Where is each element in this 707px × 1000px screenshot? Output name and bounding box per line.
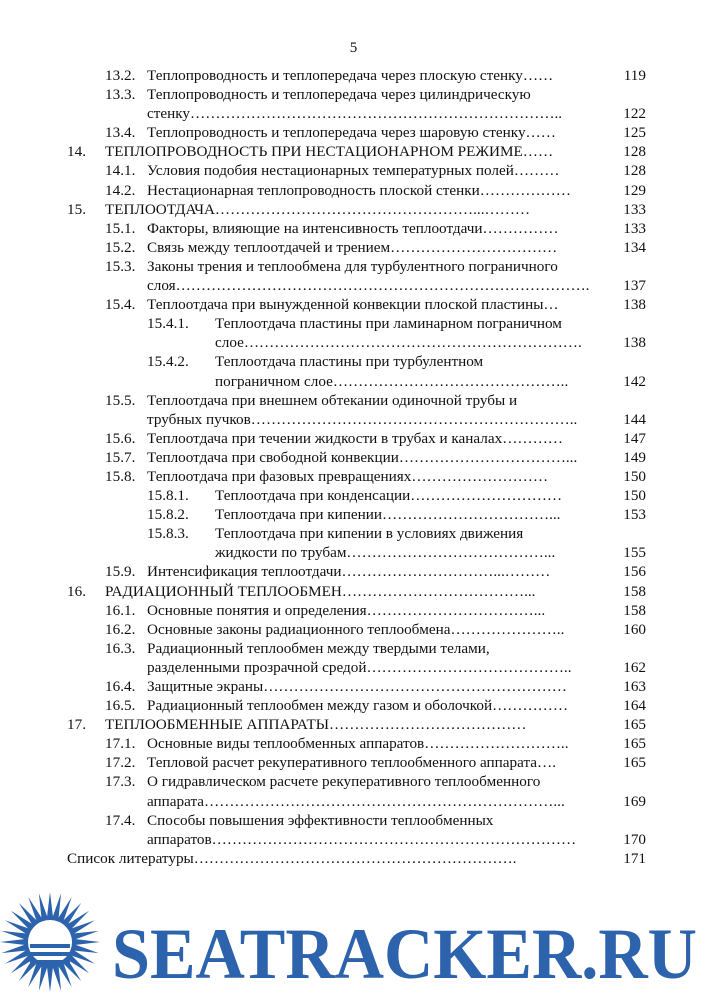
toc-entry-number: 14.2. <box>105 181 136 199</box>
toc-entry-number: 15.4.2. <box>147 353 189 371</box>
toc-entry <box>0 238 707 257</box>
toc-entry-page: 125 <box>623 124 646 142</box>
toc-entry-title-line: Теплопроводность и теплопередача через цилиндрическую <box>147 86 531 104</box>
toc-entry-title-line: Основные виды теплообменных аппаратов……………………….. <box>147 735 569 753</box>
toc-entry <box>0 181 707 200</box>
toc-entry-page: 144 <box>623 410 646 428</box>
toc-entry <box>0 524 707 562</box>
toc-entry-page: 133 <box>623 219 646 237</box>
toc-entry-title-line: Нестационарная теплопроводность плоской стенки……………… <box>147 181 571 199</box>
toc-entry-title-line: Теплоотдача при вынужденной конвекции плоской пластины… <box>147 296 559 314</box>
toc-entry-title <box>105 715 615 734</box>
toc-entry <box>0 677 707 696</box>
toc-entry-title-line: Теплоотдача пластины при турбулентном <box>215 353 484 371</box>
toc-entry <box>0 295 707 314</box>
toc-entry-title-line: Основные понятия и определения……………………………... <box>147 601 546 619</box>
toc-entry-page: 163 <box>623 678 646 695</box>
toc-entry-title <box>215 352 614 390</box>
toc-entry <box>0 161 707 180</box>
toc-entry-title <box>67 849 615 868</box>
sun-wave <box>30 944 70 948</box>
toc-entry-page: 164 <box>623 697 646 715</box>
toc-entry-title <box>147 562 614 581</box>
toc-entry-title-line: Теплоотдача при конденсации………………………… <box>215 487 563 505</box>
toc-entry-page: 170 <box>623 830 646 848</box>
toc-entry-page: 138 <box>623 296 646 314</box>
toc-entry-number: 15.9. <box>105 563 136 581</box>
toc-entry-title-line: пограничном слое……………………………………….. <box>215 372 569 390</box>
toc-entry-title <box>215 314 614 352</box>
toc-entry-number: 15.8. <box>105 467 136 485</box>
toc-entry-number: 16.3. <box>105 639 136 657</box>
toc-entry-number: 15.8.1. <box>147 487 189 505</box>
toc-entry-page: 128 <box>623 143 646 161</box>
toc-entry <box>0 753 707 772</box>
toc-entry-number: 14. <box>67 143 86 161</box>
toc-entry-number: 16.5. <box>105 697 136 715</box>
toc-entry <box>0 448 707 467</box>
toc-entry-title-line: жидкости по трубам…………………………………... <box>215 544 556 562</box>
toc-entry-page: 134 <box>623 238 646 256</box>
toc-entry-title <box>147 467 614 486</box>
toc-entry-title-line: аппаратов……………………………………………………………… <box>147 830 577 848</box>
toc-entry-number: 15. <box>67 200 86 218</box>
toc-entry <box>0 696 707 715</box>
toc-entry-page: 156 <box>623 563 646 581</box>
toc-entry-number: 13.3. <box>105 86 136 104</box>
toc-entry-title <box>105 200 615 219</box>
toc-entry-title-line: Факторы, влияющие на интенсивность теплоотдачи…………… <box>147 219 559 237</box>
toc-entry <box>0 352 707 390</box>
toc-entry-title-line: Теплопроводность и теплопередача через плоскую стенку…… <box>147 67 554 84</box>
toc-entry-number: 15.2. <box>105 238 136 256</box>
toc-entry-title <box>147 677 614 696</box>
toc-entry-page: 158 <box>623 601 646 619</box>
toc-entry-page: 137 <box>623 277 646 295</box>
toc-entry-title-line: Интенсификация теплоотдачи…………………………...……… <box>147 563 551 581</box>
sun-center <box>28 920 72 964</box>
toc-entry-page: 150 <box>623 467 646 485</box>
toc-entry-page: 138 <box>623 334 646 352</box>
toc-entry-title <box>147 753 614 772</box>
toc-entry-title-line: Условия подобия нестационарных температурных полей……… <box>147 162 560 180</box>
toc-entry-title <box>215 505 614 524</box>
toc-entry-title-line: Законы трения и теплообмена для турбулентного пограничного <box>147 257 558 275</box>
toc-entry-page: 129 <box>623 181 646 199</box>
toc-entry-page: 162 <box>623 658 646 676</box>
toc-entry-title <box>147 772 614 810</box>
toc-entry <box>0 467 707 486</box>
toc-entry-number: 15.8.2. <box>147 506 189 524</box>
toc-entry-title-line: Теплоотдача при кипении……………………………... <box>215 506 561 524</box>
toc-entry-title-line: Тепловой расчет рекуперативного теплообменного аппарата…. <box>147 754 557 772</box>
toc-entry-page: 158 <box>623 582 646 600</box>
toc-entry-title <box>147 85 614 123</box>
table-of-contents <box>0 66 707 868</box>
toc-entry-title <box>147 639 614 677</box>
toc-entry-title-line: РАДИАЦИОННЫЙ ТЕПЛООБМЕН………………………………... <box>105 582 536 600</box>
toc-entry-title-line: Радиационный теплообмен между твердыми телами, <box>147 639 490 657</box>
toc-entry-title <box>147 696 614 715</box>
toc-entry-title <box>105 582 615 601</box>
toc-entry-title <box>147 161 614 180</box>
toc-entry-number: 15.3. <box>105 257 136 275</box>
toc-entry-number: 13.4. <box>105 124 136 142</box>
toc-entry <box>0 123 707 142</box>
toc-entry-title <box>105 142 615 161</box>
toc-entry <box>0 772 707 810</box>
toc-entry-number: 15.8.3. <box>147 525 189 543</box>
sun-wave <box>30 960 70 964</box>
toc-entry-title-line: Основные законы радиационного теплообмена………………….. <box>147 620 565 638</box>
toc-entry-page: 155 <box>623 544 646 562</box>
watermark-text: SEATRACKER.RU <box>112 914 697 994</box>
toc-entry-title <box>147 123 614 142</box>
toc-entry-number: 16.4. <box>105 678 136 695</box>
toc-entry <box>0 85 707 123</box>
sun-icon <box>0 892 100 992</box>
toc-entry-title <box>147 620 614 639</box>
toc-entry-page: 149 <box>623 448 646 466</box>
toc-entry-number: 16.1. <box>105 601 136 619</box>
toc-entry-number: 15.6. <box>105 429 136 447</box>
toc-entry <box>0 849 707 868</box>
toc-entry-title-line: слое…………………………………………………………. <box>215 334 582 352</box>
toc-entry-page: 165 <box>623 735 646 753</box>
toc-entry-number: 16.2. <box>105 620 136 638</box>
toc-entry-number: 17.3. <box>105 773 136 791</box>
toc-entry-title-line: трубных пучков……………………………………………………….. <box>147 410 578 428</box>
toc-entry-number: 14.1. <box>105 162 136 180</box>
toc-entry-page: 122 <box>623 105 646 123</box>
toc-entry-title <box>215 486 614 505</box>
toc-entry-title-line: Теплопроводность и теплопередача через шаровую стенку…… <box>147 124 556 142</box>
toc-entry <box>0 582 707 601</box>
toc-entry-title-line: Связь между теплоотдачей и трением…………………………… <box>147 238 558 256</box>
toc-entry-number: 16. <box>67 582 86 600</box>
toc-entry-title-line: Защитные экраны…………………………………………………… <box>147 678 567 695</box>
toc-entry-page: 171 <box>623 849 646 867</box>
toc-entry-page: 133 <box>623 200 646 218</box>
toc-entry-title <box>215 524 614 562</box>
toc-entry-number: 15.4. <box>105 296 136 314</box>
toc-entry-title <box>147 66 614 85</box>
toc-entry-title <box>147 295 614 314</box>
page-number: 5 <box>349 40 358 56</box>
toc-entry-page: 147 <box>623 429 646 447</box>
toc-entry <box>0 314 707 352</box>
toc-entry <box>0 486 707 505</box>
toc-entry-number: 15.1. <box>105 219 136 237</box>
toc-entry <box>0 811 707 849</box>
toc-entry <box>0 391 707 429</box>
toc-entry <box>0 715 707 734</box>
toc-entry-title-line: Теплоотдача при внешнем обтекании одиночной трубы и <box>147 391 518 409</box>
toc-entry-page: 142 <box>623 372 646 390</box>
toc-entry-title-line: О гидравлическом расчете рекуперативного теплообменного <box>147 773 541 791</box>
toc-entry-title-line: разделенными прозрачной средой………………………………….. <box>147 658 572 676</box>
toc-entry-title-line: Список литературы………………………………………………………. <box>67 849 517 867</box>
toc-entry-page: 165 <box>623 754 646 772</box>
toc-entry-title-line: аппарата……………………………………………………………... <box>147 792 565 810</box>
toc-entry-title <box>147 734 614 753</box>
toc-entry <box>0 620 707 639</box>
toc-entry-number: 17.1. <box>105 735 136 753</box>
toc-entry-page: 160 <box>623 620 646 638</box>
toc-entry-title <box>147 429 614 448</box>
toc-entry-title-line: слоя………………………………………………………………………. <box>147 277 590 295</box>
toc-entry <box>0 200 707 219</box>
toc-entry-title-line: ТЕПЛООТДАЧА……………………………………………...……… <box>105 200 531 218</box>
toc-entry-title-line: Способы повышения эффективности теплообменных <box>147 811 494 829</box>
toc-entry <box>0 429 707 448</box>
toc-entry <box>0 219 707 238</box>
toc-entry-title <box>147 811 614 849</box>
watermark-logo <box>0 880 707 1000</box>
toc-entry-title <box>147 391 614 429</box>
toc-entry <box>0 66 707 85</box>
toc-entry-page: 165 <box>623 716 646 734</box>
toc-entry-page: 150 <box>623 487 646 505</box>
toc-entry-number: 15.4.1. <box>147 315 189 333</box>
toc-entry <box>0 505 707 524</box>
toc-entry-title-line: Теплоотдача при течении жидкости в трубах и каналах………… <box>147 429 563 447</box>
toc-entry-title <box>147 219 614 238</box>
toc-entry <box>0 639 707 677</box>
toc-entry-page: 153 <box>623 506 646 524</box>
toc-entry-number: 13.2. <box>105 67 136 84</box>
toc-entry-title-line: Теплоотдача при кипении в условиях движения <box>215 525 524 543</box>
toc-entry-page: 128 <box>623 162 646 180</box>
toc-entry <box>0 142 707 161</box>
sun-wave <box>30 952 70 956</box>
toc-entry-number: 17.2. <box>105 754 136 772</box>
toc-entry <box>0 601 707 620</box>
toc-entry-page: 169 <box>623 792 646 810</box>
toc-entry-page: 119 <box>623 67 646 84</box>
toc-entry <box>0 734 707 753</box>
toc-entry-number: 15.7. <box>105 448 136 466</box>
toc-entry-title <box>147 601 614 620</box>
toc-entry <box>0 562 707 581</box>
toc-entry-title <box>147 257 614 295</box>
toc-entry-number: 17. <box>67 716 86 734</box>
toc-entry-title-line: Теплоотдача пластины при ламинарном пограничном <box>215 315 562 333</box>
toc-entry-title-line: ТЕПЛОПРОВОДНОСТЬ ПРИ НЕСТАЦИОНАРНОМ РЕЖИМЕ…… <box>105 143 554 161</box>
toc-entry-number: 17.4. <box>105 811 136 829</box>
toc-entry-title-line: Теплоотдача при свободной конвекции……………………………... <box>147 448 578 466</box>
toc-entry-title <box>147 238 614 257</box>
toc-entry-title-line: Радиационный теплообмен между газом и оболочкой…………… <box>147 697 569 715</box>
toc-entry <box>0 257 707 295</box>
toc-entry-number: 15.5. <box>105 391 136 409</box>
toc-entry-title-line: ТЕПЛООБМЕННЫЕ АППАРАТЫ………………………………… <box>105 716 527 734</box>
toc-entry-title <box>147 181 614 200</box>
toc-entry-title <box>147 448 614 467</box>
toc-entry-title-line: стенку……………………………………………………………….. <box>147 105 563 123</box>
toc-entry-title-line: Теплоотдача при фазовых превращениях……………………… <box>147 467 549 485</box>
